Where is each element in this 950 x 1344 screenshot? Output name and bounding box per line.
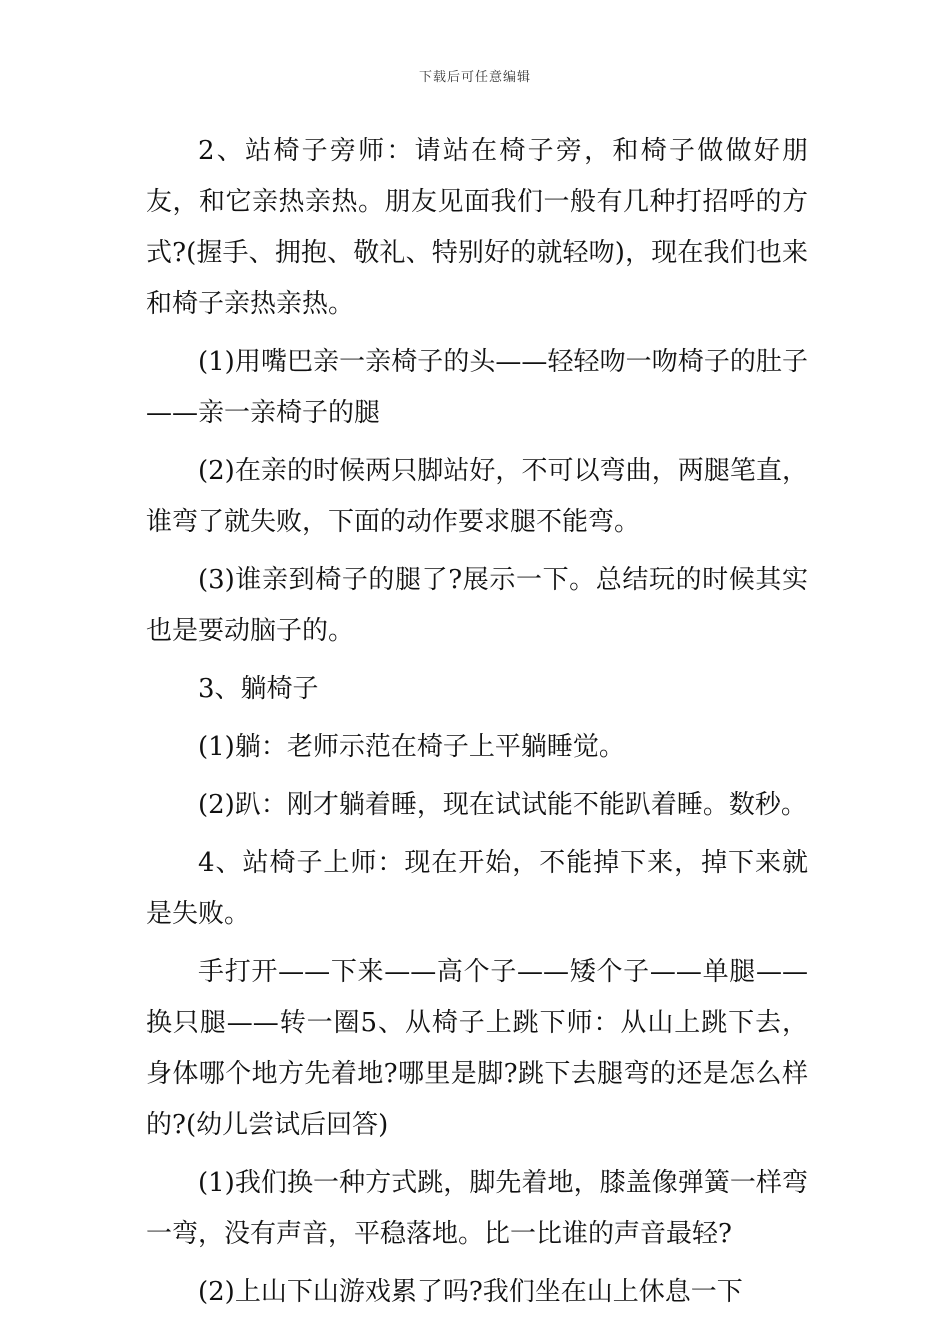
paragraph-rest: (2)上山下山游戏累了吗?我们坐在山上休息一下 <box>198 1277 743 1307</box>
paragraph-show-and-summary: (3)谁亲到椅子的腿了?展示一下。总结玩的时候其实也是要动脑子的。 <box>146 565 808 646</box>
paragraph-lie-on-chair-heading: 3、躺椅子 <box>198 674 319 704</box>
paragraph-stand-on-chair: 4、站椅子上师：现在开始，不能掉下来，掉下来就是失败。 <box>146 848 808 929</box>
paragraph-actions-and-jump: 手打开——下来——高个子——矮个子——单腿——换只腿——转一圈5、从椅子上跳下师：从山上跳下去，身体哪个地方先着地?哪里是脚?跳下去腿弯的还是怎么样的?(幼儿尝试后回答) <box>146 957 808 1140</box>
paragraph-stand-beside-chair: 2、站椅子旁师：请站在椅子旁，和椅子做做好朋友，和它亲热亲热。朋友见面我们一般有几种打招呼的方式?(握手、拥抱、敬礼、特别好的就轻吻)，现在我们也来和椅子亲热亲热。 <box>146 136 808 319</box>
paragraph-legs-straight-rule: (2)在亲的时候两只脚站好，不可以弯曲，两腿笔直，谁弯了就失败，下面的动作要求腿不能弯。 <box>146 456 808 537</box>
document-body <box>146 126 808 1325</box>
page-header-note: 下载后可任意编辑 <box>418 70 531 85</box>
paragraph-kiss-chair-steps: (1)用嘴巴亲一亲椅子的头——轻轻吻一吻椅子的肚子——亲一亲椅子的腿 <box>146 347 808 428</box>
paragraph-soft-landing: (1)我们换一种方式跳，脚先着地，膝盖像弹簧一样弯一弯，没有声音，平稳落地。比一比谁的声音最轻? <box>146 1168 808 1249</box>
paragraph-lie-prone: (2)趴：刚才躺着睡，现在试试能不能趴着睡。数秒。 <box>198 790 807 820</box>
paragraph-lie-flat: (1)躺：老师示范在椅子上平躺睡觉。 <box>198 732 625 762</box>
